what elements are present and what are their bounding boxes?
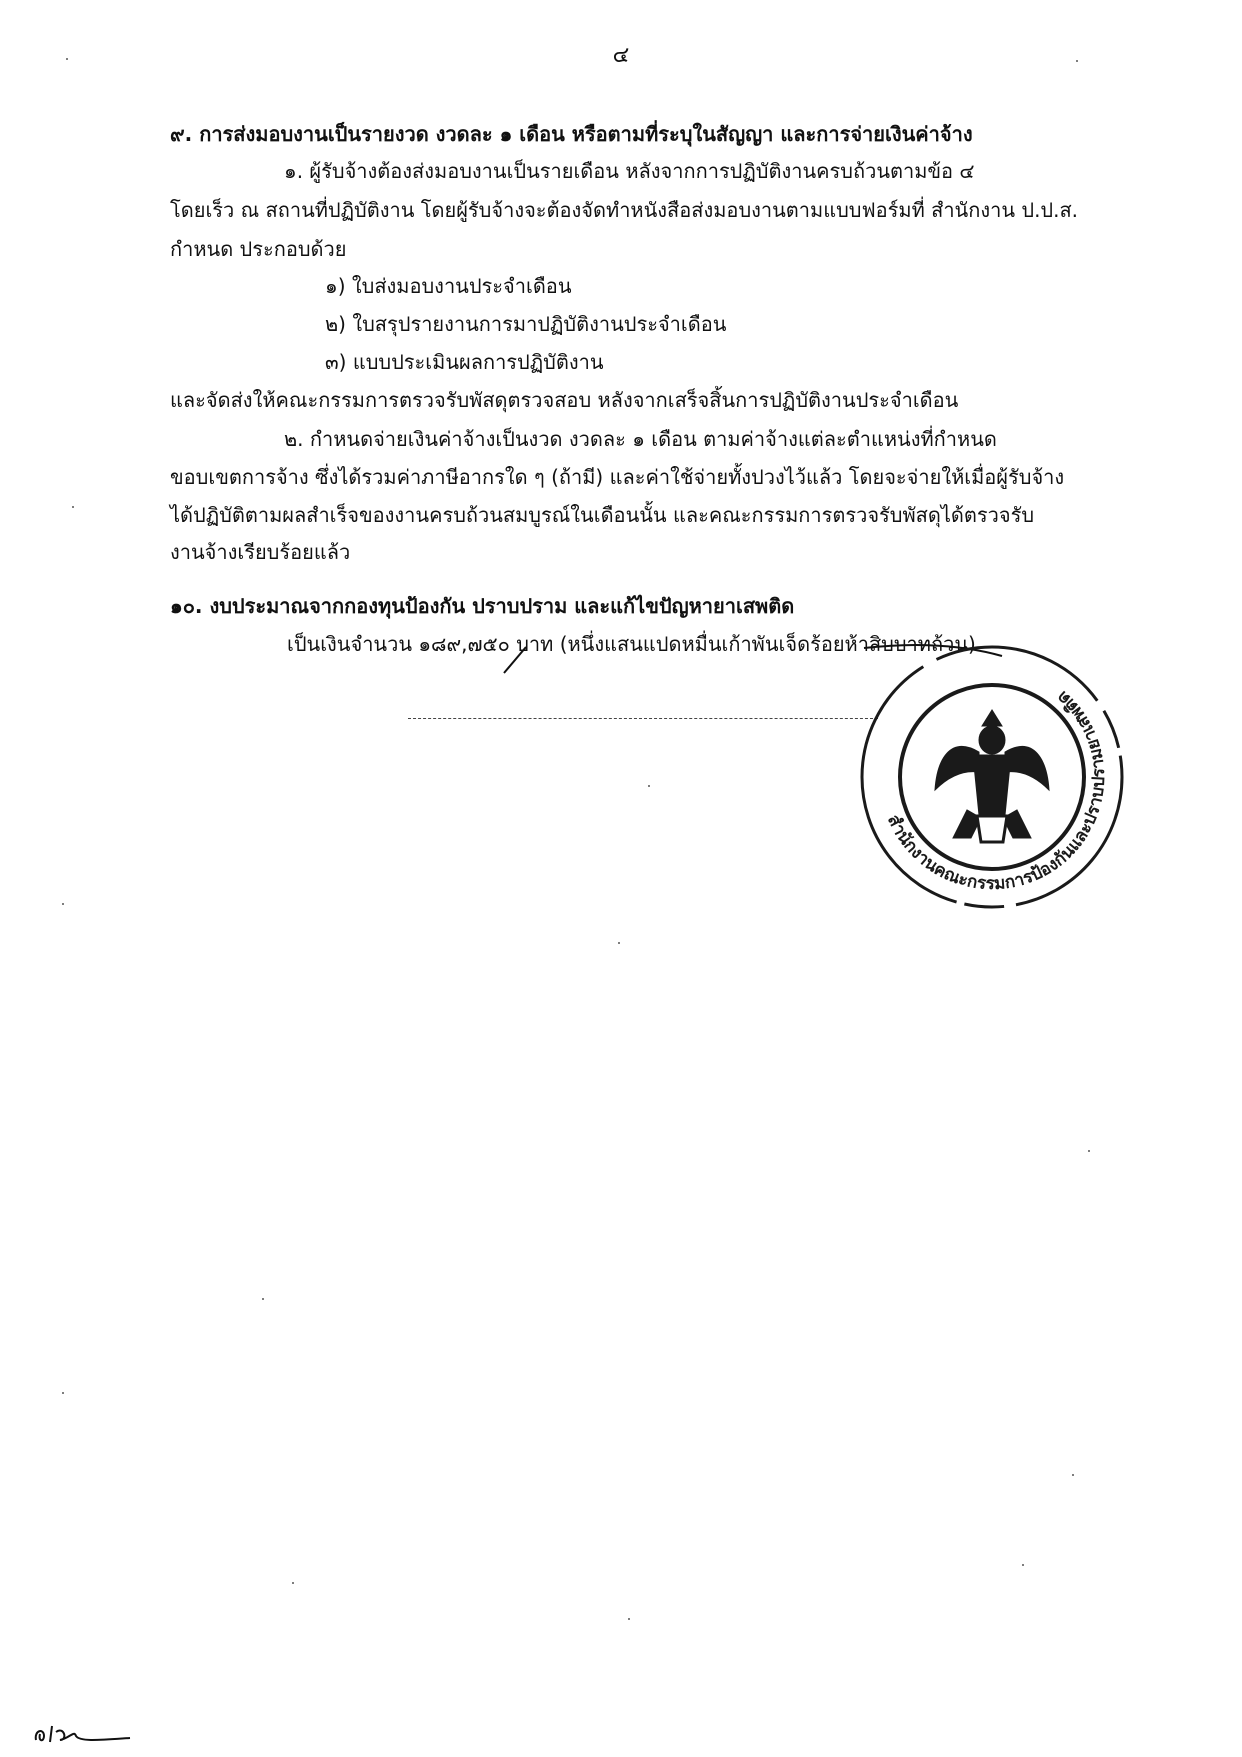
section-9-item-1-line-1 xyxy=(284,157,1110,185)
page-number: ๔ xyxy=(612,43,630,68)
section-9-item-1-line-2: โดยเร็ว ณ สถานที่ปฏิบัติงาน โดยผู้รับจ้างจะต้องจัดทำหนังสือส่งมอบงานตามแบบฟอร์มที่ สำนักงาน ป.ป.ส. xyxy=(170,198,1079,222)
section-10-amount-line: เป็นเงินจำนวน ๑๘๙,๗๕๐ บาท (หนึ่งแสนแปดหมื่นเก้าพันเจ็ดร้อยห้าสิบบาทถ้วน) xyxy=(287,632,976,656)
list-item-3: ๓) แบบประเมินผลการปฏิบัติงาน xyxy=(325,350,604,374)
section-9-item-1-line-1-text: ๑. ผู้รับจ้างต้องส่งมอบงานเป็นรายเดือน หลังจากการปฏิบัติงานครบถ้วนตามข้อ ๔ xyxy=(284,159,975,183)
scan-speck xyxy=(618,942,620,944)
official-seal-garuda-emblem xyxy=(855,640,1130,915)
scan-speck xyxy=(62,1392,64,1394)
handwritten-tick-mark xyxy=(500,645,530,675)
scan-speck xyxy=(1072,1474,1074,1476)
section-9-item-2-line-3: ได้ปฏิบัติตามผลสำเร็จของงานครบถ้วนสมบูรณ์ในเดือนนั้น และคณะกรรมการตรวจรับพัสดุได้ตรวจรับ xyxy=(170,503,1035,527)
scan-speck xyxy=(648,785,650,787)
list-item-1: ๑) ใบส่งมอบงานประจำเดือน xyxy=(325,274,572,298)
scan-speck xyxy=(72,506,74,508)
section-9-item-2-line-1: ๒. กำหนดจ่ายเงินค่าจ้างเป็นงวด งวดละ ๑ เดือน ตามค่าจ้างแต่ละตำแหน่งที่กำหนด xyxy=(284,427,997,451)
scan-speck xyxy=(292,1582,294,1584)
scan-speck xyxy=(262,1298,264,1300)
list-item-2: ๒) ใบสรุปรายงานการมาปฏิบัติงานประจำเดือน xyxy=(325,312,727,336)
scan-speck xyxy=(1076,60,1078,62)
section-9-item-2-line-4: งานจ้างเรียบร้อยแล้ว xyxy=(170,540,351,564)
dashed-line xyxy=(408,718,878,719)
section-10-heading: ๑๐. งบประมาณจากกองทุนป้องกัน ปราบปราม และแก้ไขปัญหายาเสพติด xyxy=(170,594,795,618)
scan-speck xyxy=(1022,1564,1024,1566)
section-9-item-1-line-3: กำหนด ประกอบด้วย xyxy=(170,237,347,261)
section-9-item-2-line-2: ขอบเขตการจ้าง ซึ่งได้รวมค่าภาษีอากรใด ๆ (ถ้ามี) และค่าใช้จ่ายทั้งปวงไว้แล้ว โดยจะจ่ายให้เมื่อผู้รับจ้าง xyxy=(170,465,1065,489)
section-9-heading: ๙. การส่งมอบงานเป็นรายงวด งวดละ ๑ เดือน หรือตามที่ระบุในสัญญา และการจ่ายเงินค่าจ้าง xyxy=(170,122,973,146)
seal-ring-text: สำนักงานคณะกรรมการป้องกันและปราบปรามยาเสพติด xyxy=(882,686,1110,895)
scan-speck xyxy=(66,58,68,60)
section-9-after-list: และจัดส่งให้คณะกรรมการตรวจรับพัสดุตรวจสอบ หลังจากเสร็จสิ้นการปฏิบัติงานประจำเดือน xyxy=(170,388,959,412)
handwritten-initials xyxy=(30,1718,140,1748)
scan-speck xyxy=(628,1618,630,1620)
scan-speck xyxy=(1088,1150,1090,1152)
scan-speck xyxy=(62,903,64,905)
